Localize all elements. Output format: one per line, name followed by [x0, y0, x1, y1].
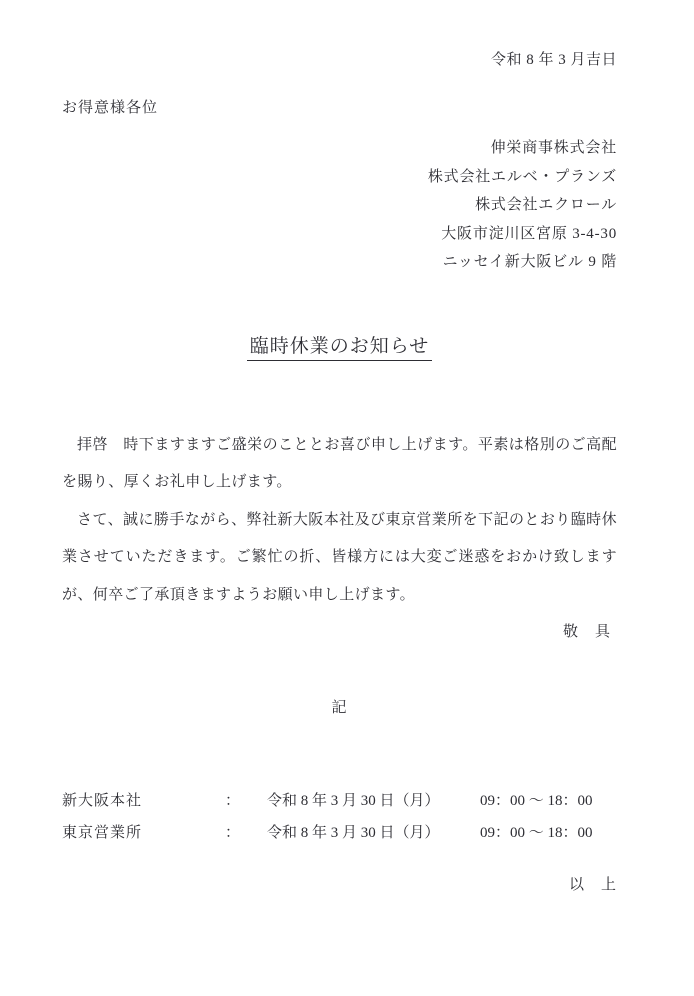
schedule-colon: ：	[225, 792, 241, 809]
body-paragraph: 拝啓 時下ますますご盛栄のこととお喜び申し上げます。平素は格別のご高配を賜り、厚くお礼申し上げます。	[62, 436, 617, 490]
schedule-location: 東京営業所	[62, 824, 143, 841]
sender-building: ニッセイ新大阪ビル 9 階	[442, 254, 617, 270]
sender-company-name: 株式会社エルベ・プランズ	[427, 168, 617, 185]
schedule-date: 令和 8 年 3 月 30 日（月）	[267, 792, 440, 809]
schedule-colon: ：	[225, 824, 241, 841]
title-wrap	[62, 331, 617, 361]
sender-block	[62, 134, 617, 277]
schedule-row	[62, 817, 617, 849]
record-marker-ki: 記	[331, 699, 348, 716]
sender-company-name: 株式会社エクロール	[475, 197, 617, 213]
body-paragraph: さて、誠に勝手ながら、弊社新大阪本社及び東京営業所を下記のとおり臨時休業させていただきます。ご繁忙の折、皆様方には大変ご迷惑をおかけ致しますが、何卒ご了承頂きますようお願い申し上げます。	[62, 511, 617, 603]
schedule-date: 令和 8 年 3 月 30 日（月）	[267, 824, 440, 841]
body-text	[62, 427, 617, 615]
schedule-block	[62, 785, 617, 849]
schedule-row	[62, 785, 617, 817]
document-date: 令和 8 年 3 月吉日	[490, 52, 617, 68]
schedule-time: 09：00 ～ 18：00	[480, 792, 593, 809]
sender-address: 大阪市淀川区宮原 3-4-30	[441, 225, 617, 242]
closing-keigu: 敬 具	[562, 624, 611, 640]
document-title: 臨時休業のお知らせ	[247, 331, 432, 361]
addressee: お得意様各位	[62, 100, 159, 116]
sender-company-name: 伸栄商事株式会社	[490, 140, 617, 156]
schedule-time: 09：00 ～ 18：00	[480, 824, 593, 841]
end-marker-ijou: 以 上	[568, 876, 617, 893]
schedule-location: 新大阪本社	[62, 792, 143, 809]
